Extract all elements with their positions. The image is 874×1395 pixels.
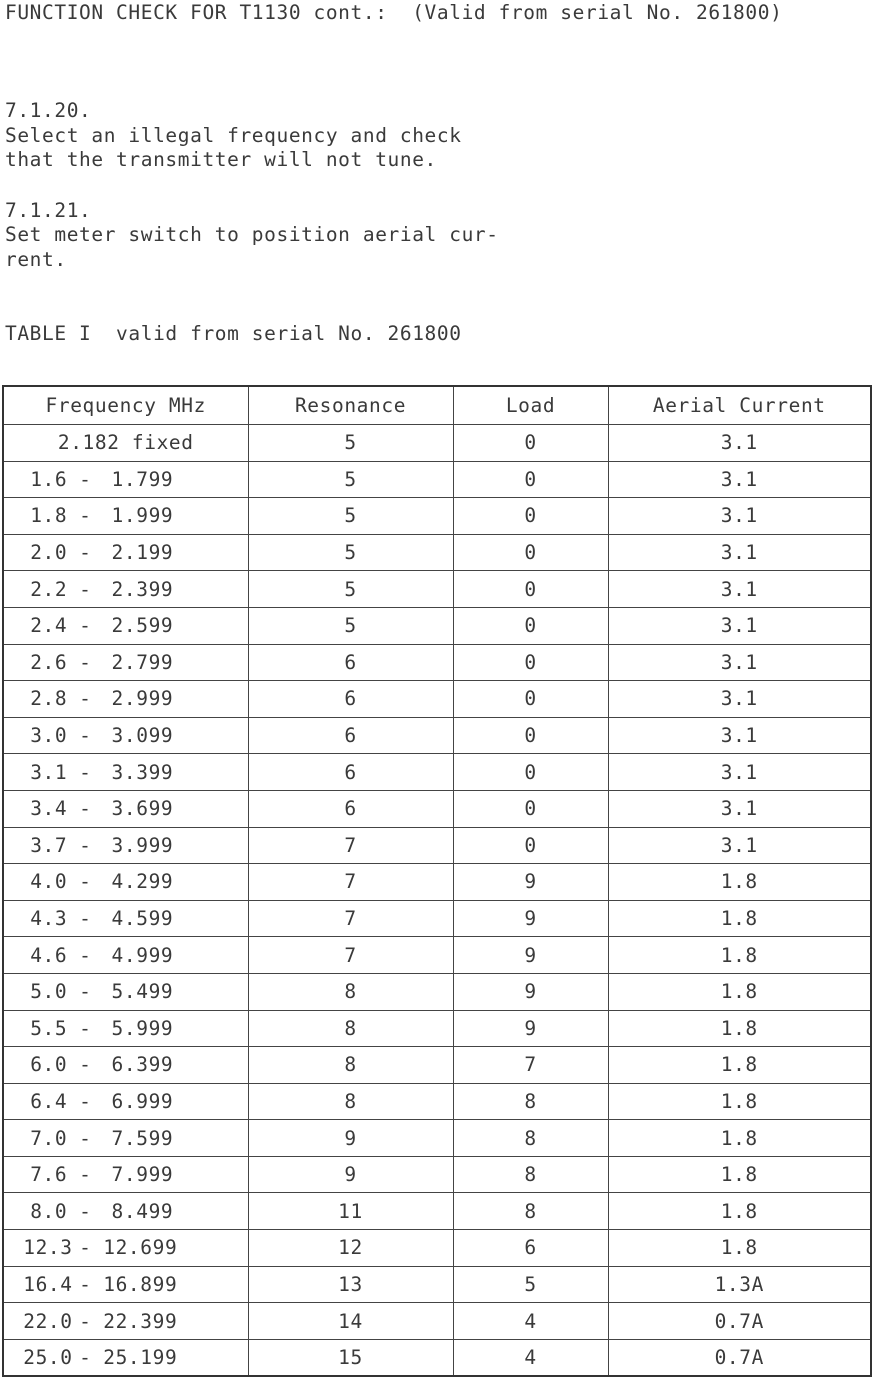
frequency-low: 2.2 [30,577,68,601]
frequency-high: 2.799 [111,650,174,674]
frequency-table [2,385,872,1377]
frequency-range [23,1273,228,1296]
cell-aerial-current: 3.1 [608,498,871,535]
frequency-range [23,578,228,601]
cell-aerial-current: 3.1 [608,827,871,864]
range-separator: - [79,1236,92,1260]
cell-aerial-current: 1.8 [608,937,871,974]
cell-load: 0 [453,425,608,462]
cell-frequency: 2.182 fixed [3,425,248,462]
cell-aerial-current: 1.8 [608,1010,871,1047]
cell-frequency [3,864,248,901]
cell-resonance: 9 [248,1120,453,1157]
cell-load: 4 [453,1339,608,1376]
section-text-line: that the transmitter will not tune. [5,148,437,171]
cell-frequency [3,1266,248,1303]
cell-resonance: 5 [248,607,453,644]
frequency-low: 12.3 [23,1236,73,1260]
frequency-low: 5.0 [30,980,68,1004]
cell-aerial-current: 3.1 [608,607,871,644]
frequency-range [23,1090,228,1113]
table-row [3,1047,871,1084]
frequency-range [23,907,228,930]
cell-frequency [3,644,248,681]
section-text-line: rent. [5,248,67,271]
table-row [3,644,871,681]
frequency-high: 2.599 [111,614,174,638]
cell-resonance: 8 [248,1083,453,1120]
table-row [3,827,871,864]
cell-load: 5 [453,1266,608,1303]
cell-aerial-current: 1.8 [608,900,871,937]
frequency-low: 4.6 [30,943,68,967]
frequency-high: 3.099 [111,724,174,748]
cell-load: 0 [453,461,608,498]
cell-aerial-current: 3.1 [608,790,871,827]
table-row [3,717,871,754]
cell-frequency [3,571,248,608]
cell-load: 0 [453,681,608,718]
cell-aerial-current: 3.1 [608,717,871,754]
cell-resonance: 5 [248,534,453,571]
cell-aerial-current: 1.3A [608,1266,871,1303]
table-body [3,425,871,1377]
range-separator: - [79,980,92,1004]
frequency-low: 6.0 [30,1053,68,1077]
frequency-high: 7.999 [111,1163,174,1187]
table-row [3,937,871,974]
frequency-low: 2.8 [30,687,68,711]
frequency-high: 4.999 [111,943,174,967]
cell-load: 0 [453,571,608,608]
table-row [3,973,871,1010]
cell-frequency [3,1083,248,1120]
frequency-low: 1.6 [30,467,68,491]
table-row [3,607,871,644]
frequency-high: 1.999 [111,504,174,528]
frequency-high: 2.399 [111,577,174,601]
cell-resonance: 7 [248,900,453,937]
cell-resonance: 6 [248,681,453,718]
frequency-low: 8.0 [30,1199,68,1223]
frequency-high: 6.399 [111,1053,174,1077]
table-row [3,534,871,571]
frequency-low: 5.5 [30,1016,68,1040]
frequency-range [23,724,228,747]
frequency-low: 2.0 [30,541,68,565]
cell-resonance: 5 [248,461,453,498]
frequency-low: 3.4 [30,797,68,821]
cell-frequency [3,1303,248,1340]
frequency-range [23,797,228,820]
cell-frequency [3,681,248,718]
frequency-range [23,468,228,491]
range-separator: - [79,760,92,784]
cell-resonance: 6 [248,644,453,681]
range-separator: - [79,504,92,528]
cell-load: 0 [453,644,608,681]
cell-aerial-current: 1.8 [608,1193,871,1230]
frequency-low: 6.4 [30,1089,68,1113]
section-text-line: Set meter switch to position aerial cur- [5,223,499,246]
cell-resonance: 8 [248,1010,453,1047]
range-separator: - [79,541,92,565]
range-separator: - [79,797,92,821]
frequency-high: 8.499 [111,1199,174,1223]
cell-load: 9 [453,937,608,974]
frequency-range [23,614,228,637]
frequency-range [23,687,228,710]
frequency-range [23,761,228,784]
cell-frequency [3,1339,248,1376]
range-separator: - [79,1199,92,1223]
cell-load: 8 [453,1120,608,1157]
frequency-range [23,504,228,527]
table-row [3,1303,871,1340]
cell-resonance: 7 [248,937,453,974]
frequency-high: 22.399 [103,1309,178,1333]
frequency-range [23,541,228,564]
cell-resonance: 6 [248,754,453,791]
frequency-low: 2.6 [30,650,68,674]
range-separator: - [79,1163,92,1187]
cell-resonance: 15 [248,1339,453,1376]
frequency-range [23,1053,228,1076]
cell-load: 6 [453,1230,608,1267]
frequency-high: 5.999 [111,1016,174,1040]
range-separator: - [79,724,92,748]
page-header: FUNCTION CHECK FOR T1130 cont.: (Valid from serial No. 261800) [5,1,783,24]
cell-load: 9 [453,1010,608,1047]
cell-aerial-current: 3.1 [608,754,871,791]
range-separator: - [79,577,92,601]
table-row [3,1230,871,1267]
frequency-low: 1.8 [30,504,68,528]
range-separator: - [79,1053,92,1077]
frequency-high: 4.599 [111,907,174,931]
frequency-low: 22.0 [23,1309,73,1333]
cell-load: 7 [453,1047,608,1084]
cell-resonance: 6 [248,717,453,754]
frequency-low: 16.4 [23,1272,73,1296]
cell-load: 0 [453,498,608,535]
range-separator: - [79,1309,92,1333]
range-separator: - [79,1016,92,1040]
cell-frequency [3,900,248,937]
cell-load: 0 [453,717,608,754]
frequency-low: 25.0 [23,1346,73,1370]
range-separator: - [79,1346,92,1370]
table-row [3,754,871,791]
table-row [3,461,871,498]
cell-aerial-current: 1.8 [608,1230,871,1267]
frequency-range [23,944,228,967]
cell-aerial-current: 3.1 [608,644,871,681]
table-row [3,425,871,462]
frequency-low: 7.6 [30,1163,68,1187]
table-row [3,498,871,535]
frequency-high: 6.999 [111,1089,174,1113]
frequency-low: 3.7 [30,833,68,857]
frequency-high: 3.399 [111,760,174,784]
cell-frequency [3,607,248,644]
cell-load: 8 [453,1193,608,1230]
frequency-high: 5.499 [111,980,174,1004]
range-separator: - [79,1272,92,1296]
range-separator: - [79,943,92,967]
table-row [3,1339,871,1376]
cell-load: 9 [453,900,608,937]
cell-frequency [3,973,248,1010]
frequency-high: 3.999 [111,833,174,857]
frequency-range [23,1127,228,1150]
range-separator: - [79,1089,92,1113]
range-separator: - [79,467,92,491]
table-row [3,1156,871,1193]
cell-frequency [3,717,248,754]
frequency-range [23,834,228,857]
cell-aerial-current: 0.7A [608,1303,871,1340]
cell-load: 8 [453,1156,608,1193]
frequency-low: 7.0 [30,1126,68,1150]
cell-frequency [3,1120,248,1157]
section-number-7-1-21: 7.1.21. [5,199,92,222]
range-separator: - [79,614,92,638]
cell-resonance: 12 [248,1230,453,1267]
frequency-high: 25.199 [103,1346,178,1370]
column-header-frequency: Frequency MHz [3,386,248,425]
table-row [3,1193,871,1230]
cell-resonance: 7 [248,864,453,901]
cell-load: 0 [453,754,608,791]
table-row [3,1120,871,1157]
frequency-range [23,1200,228,1223]
cell-load: 4 [453,1303,608,1340]
cell-frequency [3,1230,248,1267]
frequency-low: 4.0 [30,870,68,894]
range-separator: - [79,650,92,674]
cell-resonance: 6 [248,790,453,827]
frequency-range [23,1310,228,1333]
table-row [3,900,871,937]
cell-resonance: 5 [248,425,453,462]
frequency-high: 12.699 [103,1236,178,1260]
frequency-low: 2.4 [30,614,68,638]
cell-aerial-current: 1.8 [608,1083,871,1120]
range-separator: - [79,833,92,857]
range-separator: - [79,1126,92,1150]
column-header-resonance: Resonance [248,386,453,425]
cell-aerial-current: 1.8 [608,1120,871,1157]
cell-aerial-current: 1.8 [608,1047,871,1084]
frequency-high: 7.599 [111,1126,174,1150]
table-row [3,1010,871,1047]
frequency-high: 2.999 [111,687,174,711]
table-header-row [3,386,871,425]
frequency-range [23,1163,228,1186]
cell-load: 0 [453,607,608,644]
frequency-range [23,870,228,893]
cell-resonance: 8 [248,973,453,1010]
frequency-high: 2.199 [111,541,174,565]
cell-aerial-current: 1.8 [608,1156,871,1193]
cell-resonance: 8 [248,1047,453,1084]
frequency-range [23,651,228,674]
frequency-high: 1.799 [111,467,174,491]
section-text-line: Select an illegal frequency and check [5,124,462,147]
cell-resonance: 7 [248,827,453,864]
frequency-high: 16.899 [103,1272,178,1296]
cell-load: 9 [453,973,608,1010]
range-separator: - [79,687,92,711]
frequency-low: 4.3 [30,907,68,931]
cell-frequency [3,937,248,974]
frequency-range [23,980,228,1003]
table-row [3,571,871,608]
range-separator: - [79,870,92,894]
cell-frequency [3,1193,248,1230]
table-row [3,1266,871,1303]
cell-aerial-current: 1.8 [608,973,871,1010]
cell-load: 0 [453,790,608,827]
column-header-load: Load [453,386,608,425]
column-header-aerial-current: Aerial Current [608,386,871,425]
table-row [3,790,871,827]
frequency-range [23,1017,228,1040]
section-number-7-1-20: 7.1.20. [5,99,92,122]
frequency-low: 3.0 [30,724,68,748]
cell-resonance: 5 [248,571,453,608]
cell-frequency [3,827,248,864]
cell-aerial-current: 3.1 [608,571,871,608]
frequency-range [23,1236,228,1259]
cell-aerial-current: 3.1 [608,425,871,462]
frequency-range [23,1346,228,1369]
cell-load: 0 [453,534,608,571]
cell-aerial-current: 3.1 [608,681,871,718]
cell-frequency [3,1047,248,1084]
frequency-low: 3.1 [30,760,68,784]
frequency-high: 4.299 [111,870,174,894]
cell-load: 9 [453,864,608,901]
table-row [3,681,871,718]
cell-frequency [3,790,248,827]
cell-frequency [3,534,248,571]
table-caption: TABLE I valid from serial No. 261800 [5,322,462,345]
cell-aerial-current: 0.7A [608,1339,871,1376]
cell-aerial-current: 1.8 [608,864,871,901]
cell-frequency [3,461,248,498]
table-row [3,1083,871,1120]
cell-load: 0 [453,827,608,864]
range-separator: - [79,907,92,931]
cell-load: 8 [453,1083,608,1120]
cell-resonance: 9 [248,1156,453,1193]
cell-resonance: 14 [248,1303,453,1340]
cell-aerial-current: 3.1 [608,461,871,498]
cell-resonance: 11 [248,1193,453,1230]
cell-frequency [3,1010,248,1047]
cell-resonance: 13 [248,1266,453,1303]
cell-frequency [3,498,248,535]
table-row [3,864,871,901]
frequency-high: 3.699 [111,797,174,821]
cell-aerial-current: 3.1 [608,534,871,571]
cell-resonance: 5 [248,498,453,535]
cell-frequency [3,754,248,791]
cell-frequency [3,1156,248,1193]
